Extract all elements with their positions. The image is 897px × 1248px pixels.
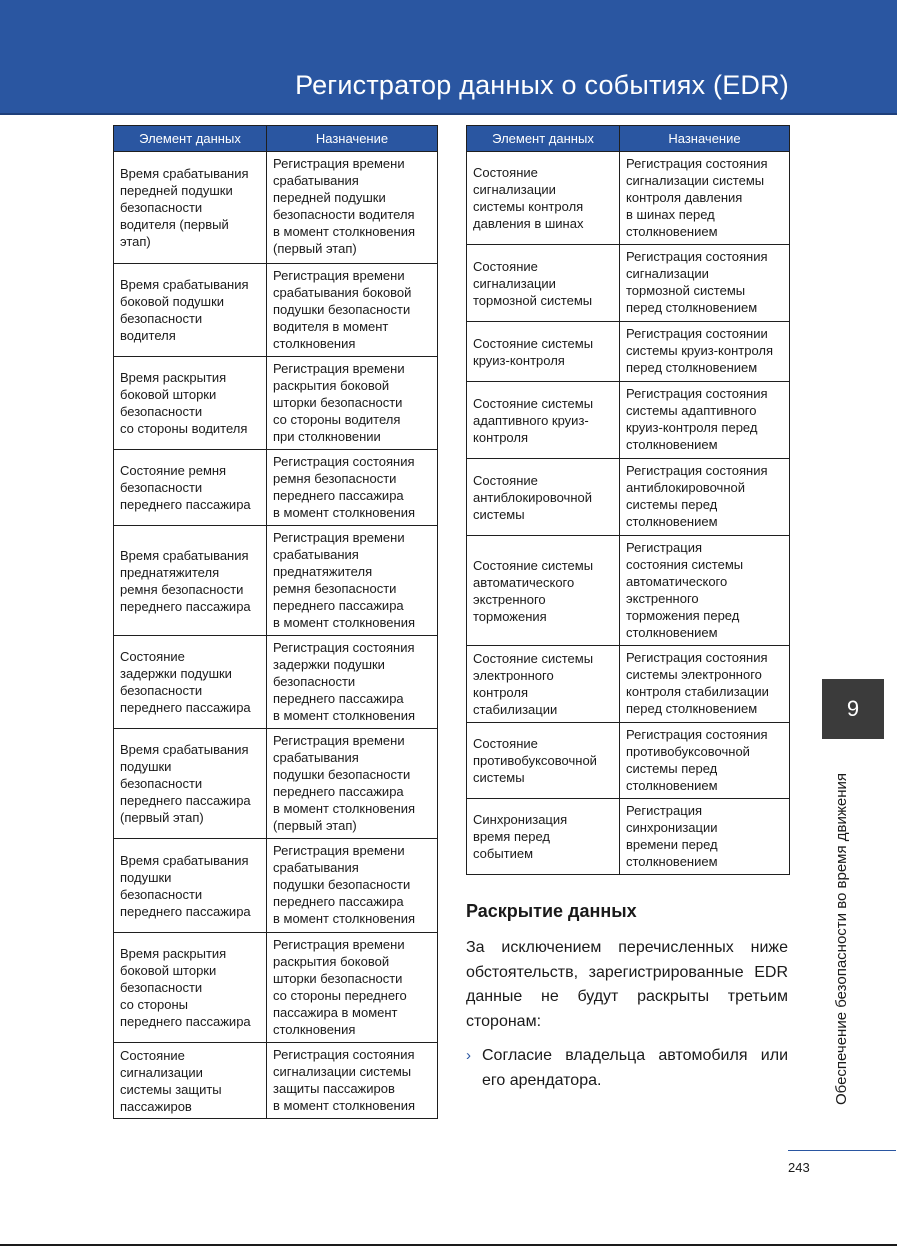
column-header: Элемент данных [467,126,620,152]
purpose-cell: Регистрация состояния задержки подушки безопасности переднего пассажира в момент столкновения [267,636,438,729]
table-row [114,357,438,450]
data-element-cell: Состояние противобуксовочной системы [467,723,620,799]
page-number: 243 [788,1160,810,1175]
table-row [114,264,438,357]
purpose-cell: Регистрация состояния противобуксовочной системы перед столкновением [620,723,790,799]
data-element-cell: Состояние задержки подушки безопасности переднего пассажира [114,636,267,729]
purpose-cell: Регистрация времени срабатывания преднатяжителя ремня безопасности переднего пассажира в момент столкновения [267,526,438,636]
data-element-cell: Время срабатывания передней подушки безопасности водителя (первый этап) [114,152,267,264]
table-row [467,723,790,799]
table-row [114,152,438,264]
edr-table-left [113,125,438,1119]
table-row [467,152,790,245]
column-header: Назначение [267,126,438,152]
data-element-cell: Состояние системы круиз-контроля [467,322,620,382]
table-row [467,322,790,382]
page-header [0,0,897,115]
purpose-cell: Регистрация синхронизации времени перед столкновением [620,799,790,875]
data-element-cell: Состояние сигнализации тормозной системы [467,245,620,322]
purpose-cell: Регистрация состояния сигнализации системы контроля давления в шинах перед столкновением [620,152,790,245]
edr-table-right [466,125,790,875]
purpose-cell: Регистрация времени срабатывания передней подушки безопасности водителя в момент столкновения (первый этап) [267,152,438,264]
table-row [114,839,438,933]
data-element-cell: Время срабатывания подушки безопасности переднего пассажира [114,839,267,933]
table-row [114,933,438,1043]
data-element-cell: Состояние сигнализации системы контроля давления в шинах [467,152,620,245]
purpose-cell: Регистрация состояния системы адаптивного круиз-контроля перед столкновением [620,382,790,459]
purpose-cell: Регистрация состояния системы автоматического экстренного торможения перед столкновением [620,536,790,646]
data-element-cell: Время раскрытия боковой шторки безопасности со стороны водителя [114,357,267,450]
column-header: Назначение [620,126,790,152]
data-element-cell: Время раскрытия боковой шторки безопасности со стороны переднего пассажира [114,933,267,1043]
table-row [467,459,790,536]
chapter-tab: 9 [822,679,884,739]
table-row [467,245,790,322]
section-paragraph: За исключением перечисленных ниже обстоятельств, зарегистрированные EDR данные не будут раскрыты третьим сторонам: [466,939,788,1030]
table-row [114,636,438,729]
data-element-cell: Состояние системы адаптивного круиз- контроля [467,382,620,459]
purpose-cell: Регистрация состоянии системы круиз-контроля перед столкновением [620,322,790,382]
data-element-cell: Время срабатывания преднатяжителя ремня безопасности переднего пассажира [114,526,267,636]
table-row [467,382,790,459]
data-element-cell: Синхронизация время перед событием [467,799,620,875]
data-element-cell: Время срабатывания подушки безопасности переднего пассажира (первый этап) [114,729,267,839]
table-row [114,1043,438,1119]
table-row [467,799,790,875]
purpose-cell: Регистрация времени срабатывания боковой подушки безопасности водителя в момент столкновения [267,264,438,357]
purpose-cell: Регистрация состояния сигнализации тормозной системы перед столкновением [620,245,790,322]
table-row [114,526,438,636]
table-row [114,729,438,839]
purpose-cell: Регистрация состояния антиблокировочной системы перед столкновением [620,459,790,536]
column-header: Элемент данных [114,126,267,152]
data-element-cell: Состояние антиблокировочной системы [467,459,620,536]
list-item-text: Согласие владельца автомобиля или его арендатора. [482,1047,788,1089]
data-element-cell: Состояние сигнализации системы защиты пассажиров [114,1043,267,1119]
data-element-cell: Время срабатывания боковой подушки безопасности водителя [114,264,267,357]
page-title: Регистратор данных о событиях (EDR) [295,70,789,100]
bottom-divider [0,1244,897,1246]
table-row [467,646,790,723]
purpose-cell: Регистрация времени срабатывания подушки безопасности переднего пассажира в момент столкновения (первый этап) [267,729,438,839]
chapter-title: Обеспечение безопасности во время движения [833,772,850,1105]
table-row [467,536,790,646]
purpose-cell: Регистрация времени срабатывания подушки безопасности переднего пассажира в момент столкновения [267,839,438,933]
data-element-cell: Состояние системы автоматического экстренного торможения [467,536,620,646]
list-item [466,1044,788,1093]
chevron-right-icon: › [466,1047,471,1064]
section-heading: Раскрытие данных [466,901,637,921]
purpose-cell: Регистрация времени раскрытия боковой шторки безопасности со стороны водителя при столкновении [267,357,438,450]
table-row [114,450,438,526]
purpose-cell: Регистрация времени раскрытия боковой шторки безопасности со стороны переднего пассажира в момент столкновения [267,933,438,1043]
purpose-cell: Регистрация состояния сигнализации системы защиты пассажиров в момент столкновения [267,1043,438,1119]
data-element-cell: Состояние системы электронного контроля стабилизации [467,646,620,723]
footer-divider [788,1150,896,1151]
purpose-cell: Регистрация состояния системы электронного контроля стабилизации перед столкновением [620,646,790,723]
data-element-cell: Состояние ремня безопасности переднего пассажира [114,450,267,526]
purpose-cell: Регистрация состояния ремня безопасности переднего пассажира в момент столкновения [267,450,438,526]
